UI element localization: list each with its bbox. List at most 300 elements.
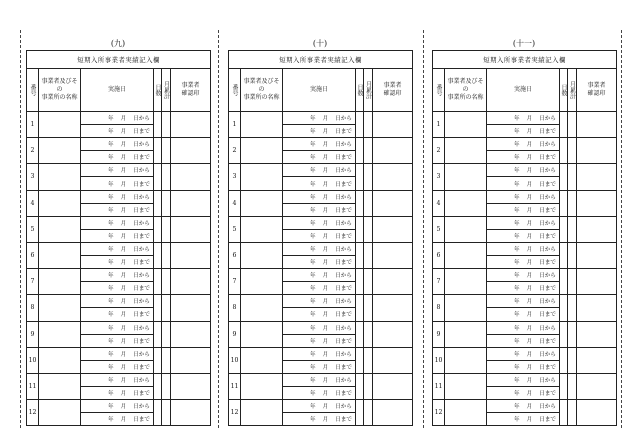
date-to-field[interactable] [487, 229, 560, 242]
monthly-total-field[interactable] [162, 400, 171, 426]
days-field[interactable] [356, 400, 364, 426]
record-table [26, 50, 211, 426]
date-from-field[interactable] [283, 242, 356, 255]
month-label: 月 [322, 391, 329, 398]
date-from-field[interactable] [283, 138, 356, 151]
day-label: 日まで [133, 417, 150, 424]
date-to-field[interactable] [487, 151, 560, 164]
confirmation-seal-field[interactable] [577, 400, 617, 426]
confirmation-seal-field[interactable] [171, 321, 211, 347]
date-from-field[interactable] [81, 400, 154, 413]
date-to-field[interactable] [283, 413, 356, 426]
days-field[interactable] [560, 112, 568, 138]
monthly-total-field[interactable] [364, 242, 373, 268]
table-row [27, 190, 211, 203]
day-label: 日から [133, 325, 150, 332]
date-from-field[interactable] [487, 295, 560, 308]
monthly-total-field[interactable] [364, 138, 373, 164]
days-field[interactable] [560, 373, 568, 399]
provider-name-field[interactable] [241, 242, 283, 268]
confirmation-seal-field[interactable] [577, 347, 617, 373]
provider-name-field[interactable] [241, 190, 283, 216]
day-label: 日まで [539, 312, 556, 319]
row-number: 12 [27, 400, 39, 426]
provider-name-field[interactable] [241, 373, 283, 399]
monthly-total-field[interactable] [364, 190, 373, 216]
days-field[interactable] [560, 242, 568, 268]
provider-name-field[interactable] [241, 400, 283, 426]
day-label: 日から [335, 194, 352, 201]
confirmation-seal-field[interactable] [373, 216, 413, 242]
days-field[interactable] [154, 321, 162, 347]
confirmation-seal-field[interactable] [171, 190, 211, 216]
day-label: 日から [335, 168, 352, 175]
monthly-total-field[interactable] [162, 164, 171, 190]
provider-name-field[interactable] [39, 216, 81, 242]
date-from-field[interactable] [487, 190, 560, 203]
confirmation-seal-field[interactable] [373, 269, 413, 295]
provider-name-field[interactable] [241, 321, 283, 347]
days-field[interactable] [154, 400, 162, 426]
provider-name-field[interactable] [445, 269, 487, 295]
confirmation-seal-field[interactable] [577, 190, 617, 216]
provider-name-field[interactable] [39, 190, 81, 216]
table-row [433, 216, 617, 229]
date-from-field[interactable] [283, 321, 356, 334]
provider-name-field[interactable] [39, 112, 81, 138]
monthly-total-field[interactable] [568, 321, 577, 347]
date-from-field[interactable] [81, 164, 154, 177]
day-label: 日から [539, 299, 556, 306]
provider-name-field[interactable] [445, 164, 487, 190]
date-to-field[interactable] [81, 177, 154, 190]
monthly-total-field[interactable] [568, 373, 577, 399]
provider-name-field[interactable] [445, 347, 487, 373]
confirmation-seal-field[interactable] [373, 242, 413, 268]
provider-name-field[interactable] [39, 373, 81, 399]
monthly-total-field[interactable] [162, 373, 171, 399]
month-label: 月 [526, 220, 533, 227]
row-number: 1 [229, 112, 241, 138]
day-label: 日まで [539, 338, 556, 345]
date-to-field[interactable] [487, 360, 560, 373]
date-from-field[interactable] [81, 112, 154, 125]
provider-name-field[interactable] [39, 295, 81, 321]
days-field[interactable] [560, 295, 568, 321]
year-label: 年 [513, 168, 520, 175]
monthly-total-field[interactable] [364, 164, 373, 190]
month-label: 月 [322, 273, 329, 280]
month-label: 月 [120, 260, 127, 267]
form-title: 短期入所事業者実績記入欄 [433, 51, 617, 69]
day-label: 日まで [539, 155, 556, 162]
day-label: 日から [133, 142, 150, 149]
days-field[interactable] [356, 112, 364, 138]
year-label: 年 [309, 116, 316, 123]
monthly-total-field[interactable] [568, 138, 577, 164]
confirmation-seal-field[interactable] [373, 138, 413, 164]
date-to-field[interactable] [81, 334, 154, 347]
table-row [229, 347, 413, 360]
date-from-field[interactable] [283, 190, 356, 203]
date-from-field[interactable] [487, 164, 560, 177]
days-field[interactable] [154, 373, 162, 399]
monthly-total-field[interactable] [162, 295, 171, 321]
provider-name-field[interactable] [39, 347, 81, 373]
date-from-field[interactable] [487, 242, 560, 255]
year-label: 年 [107, 142, 114, 149]
month-label: 月 [120, 116, 127, 123]
monthly-total-field[interactable] [364, 269, 373, 295]
days-field[interactable] [356, 373, 364, 399]
date-to-field[interactable] [487, 177, 560, 190]
provider-name-field[interactable] [39, 242, 81, 268]
days-field[interactable] [154, 347, 162, 373]
date-from-field[interactable] [487, 347, 560, 360]
days-field[interactable] [154, 216, 162, 242]
record-form-panel [26, 38, 210, 426]
confirmation-seal-field[interactable] [577, 295, 617, 321]
month-label: 月 [526, 325, 533, 332]
fold-line [20, 30, 21, 428]
row-number: 2 [27, 138, 39, 164]
day-label: 日から [335, 142, 352, 149]
date-to-field[interactable] [487, 386, 560, 399]
table-row [433, 295, 617, 308]
year-label: 年 [513, 155, 520, 162]
provider-name-field[interactable] [39, 269, 81, 295]
provider-name-field[interactable] [39, 400, 81, 426]
monthly-total-field[interactable] [568, 269, 577, 295]
date-to-field[interactable] [81, 386, 154, 399]
days-field[interactable] [560, 269, 568, 295]
days-field[interactable] [560, 190, 568, 216]
monthly-total-field[interactable] [568, 216, 577, 242]
date-from-field[interactable] [81, 242, 154, 255]
year-label: 年 [107, 233, 114, 240]
confirmation-seal-field[interactable] [577, 269, 617, 295]
confirmation-seal-field[interactable] [373, 347, 413, 373]
monthly-total-field[interactable] [568, 164, 577, 190]
date-to-field[interactable] [487, 282, 560, 295]
provider-name-field[interactable] [241, 295, 283, 321]
date-from-field[interactable] [283, 373, 356, 386]
confirmation-seal-field[interactable] [577, 138, 617, 164]
confirmation-seal-field[interactable] [577, 164, 617, 190]
provider-name-field[interactable] [39, 321, 81, 347]
date-from-field[interactable] [487, 138, 560, 151]
confirmation-seal-field[interactable] [171, 112, 211, 138]
table-row [229, 216, 413, 229]
monthly-total-field[interactable] [568, 347, 577, 373]
days-field[interactable] [154, 164, 162, 190]
date-from-field[interactable] [81, 269, 154, 282]
confirmation-seal-field[interactable] [577, 242, 617, 268]
date-to-field[interactable] [81, 256, 154, 269]
date-from-field[interactable] [81, 373, 154, 386]
header-confirm-line1: 事業者 [181, 82, 200, 89]
date-to-field[interactable] [81, 360, 154, 373]
confirmation-seal-field[interactable] [171, 216, 211, 242]
date-to-field[interactable] [283, 256, 356, 269]
row-number: 9 [229, 321, 241, 347]
date-from-field[interactable] [487, 400, 560, 413]
day-label: 日まで [539, 417, 556, 424]
month-label: 月 [322, 181, 329, 188]
day-label: 日まで [539, 181, 556, 188]
date-from-field[interactable] [487, 112, 560, 125]
days-field[interactable] [560, 216, 568, 242]
year-label: 年 [309, 260, 316, 267]
day-label: 日から [133, 404, 150, 411]
month-label: 月 [526, 129, 533, 136]
date-from-field[interactable] [487, 269, 560, 282]
provider-name-field[interactable] [39, 164, 81, 190]
year-label: 年 [107, 391, 114, 398]
date-to-field[interactable] [283, 203, 356, 216]
date-to-field[interactable] [81, 229, 154, 242]
date-to-field[interactable] [81, 203, 154, 216]
month-label: 月 [120, 233, 127, 240]
date-to-field[interactable] [283, 177, 356, 190]
monthly-total-field[interactable] [162, 321, 171, 347]
table-row [229, 164, 413, 177]
header-confirmation-seal [577, 69, 617, 112]
day-label: 日から [539, 377, 556, 384]
date-to-field[interactable] [81, 413, 154, 426]
month-label: 月 [322, 286, 329, 293]
monthly-total-field[interactable] [568, 112, 577, 138]
date-from-field[interactable] [81, 347, 154, 360]
month-label: 月 [322, 155, 329, 162]
date-from-field[interactable] [487, 373, 560, 386]
provider-name-field[interactable] [445, 242, 487, 268]
year-label: 年 [513, 391, 520, 398]
monthly-total-field[interactable] [364, 112, 373, 138]
day-label: 日から [539, 142, 556, 149]
day-label: 日から [335, 246, 352, 253]
monthly-total-field[interactable] [162, 112, 171, 138]
confirmation-seal-field[interactable] [171, 269, 211, 295]
date-to-field[interactable] [487, 308, 560, 321]
monthly-total-field[interactable] [568, 242, 577, 268]
confirmation-seal-field[interactable] [171, 138, 211, 164]
day-label: 日まで [539, 207, 556, 214]
date-from-field[interactable] [487, 216, 560, 229]
confirmation-seal-field[interactable] [373, 112, 413, 138]
provider-name-field[interactable] [241, 216, 283, 242]
days-field[interactable] [154, 269, 162, 295]
confirmation-seal-field[interactable] [171, 373, 211, 399]
provider-name-field[interactable] [445, 295, 487, 321]
confirmation-seal-field[interactable] [171, 164, 211, 190]
day-label: 日まで [335, 181, 352, 188]
monthly-total-field[interactable] [162, 216, 171, 242]
month-label: 月 [322, 116, 329, 123]
header-provider-line2: 事業所の名称 [41, 94, 78, 101]
days-field[interactable] [356, 190, 364, 216]
monthly-total-field[interactable] [364, 373, 373, 399]
provider-name-field[interactable] [445, 373, 487, 399]
panel-number: (十一) [512, 39, 536, 48]
date-from-field[interactable] [81, 295, 154, 308]
confirmation-seal-field[interactable] [171, 295, 211, 321]
table-row [433, 164, 617, 177]
monthly-total-field[interactable] [364, 347, 373, 373]
date-to-field[interactable] [283, 386, 356, 399]
year-label: 年 [107, 168, 114, 175]
days-field[interactable] [154, 112, 162, 138]
day-label: 日から [539, 246, 556, 253]
date-from-field[interactable] [81, 190, 154, 203]
days-field[interactable] [356, 242, 364, 268]
days-field[interactable] [356, 347, 364, 373]
provider-name-field[interactable] [241, 138, 283, 164]
month-label: 月 [322, 299, 329, 306]
provider-name-field[interactable] [445, 216, 487, 242]
confirmation-seal-field[interactable] [171, 242, 211, 268]
days-field[interactable] [560, 164, 568, 190]
date-to-field[interactable] [81, 282, 154, 295]
row-number: 9 [27, 321, 39, 347]
day-label: 日まで [335, 260, 352, 267]
month-label: 月 [120, 325, 127, 332]
days-field[interactable] [356, 216, 364, 242]
date-from-field[interactable] [81, 321, 154, 334]
date-from-field[interactable] [283, 295, 356, 308]
monthly-total-field[interactable] [162, 347, 171, 373]
provider-name-field[interactable] [241, 164, 283, 190]
year-label: 年 [309, 233, 316, 240]
monthly-total-field[interactable] [568, 190, 577, 216]
monthly-total-field[interactable] [568, 400, 577, 426]
monthly-total-field[interactable] [364, 216, 373, 242]
monthly-total-field[interactable] [162, 138, 171, 164]
date-from-field[interactable] [81, 216, 154, 229]
date-from-field[interactable] [283, 347, 356, 360]
date-to-field[interactable] [487, 334, 560, 347]
provider-name-field[interactable] [241, 269, 283, 295]
date-from-field[interactable] [283, 400, 356, 413]
date-to-field[interactable] [487, 256, 560, 269]
confirmation-seal-field[interactable] [373, 190, 413, 216]
days-field[interactable] [154, 138, 162, 164]
confirmation-seal-field[interactable] [577, 112, 617, 138]
confirmation-seal-field[interactable] [373, 400, 413, 426]
date-to-field[interactable] [81, 151, 154, 164]
date-from-field[interactable] [283, 216, 356, 229]
days-field[interactable] [154, 295, 162, 321]
provider-name-field[interactable] [241, 347, 283, 373]
date-to-field[interactable] [283, 229, 356, 242]
provider-name-field[interactable] [445, 190, 487, 216]
date-to-field[interactable] [283, 308, 356, 321]
table-row [433, 321, 617, 334]
date-to-field[interactable] [283, 125, 356, 138]
date-from-field[interactable] [283, 269, 356, 282]
day-label: 日まで [335, 364, 352, 371]
monthly-total-field[interactable] [364, 400, 373, 426]
table-row [229, 373, 413, 386]
date-to-field[interactable] [487, 203, 560, 216]
days-field[interactable] [560, 321, 568, 347]
month-label: 月 [120, 220, 127, 227]
month-label: 月 [120, 299, 127, 306]
month-label: 月 [322, 129, 329, 136]
confirmation-seal-field[interactable] [577, 373, 617, 399]
date-to-field[interactable] [81, 308, 154, 321]
date-to-field[interactable] [283, 334, 356, 347]
provider-name-field[interactable] [39, 138, 81, 164]
confirmation-seal-field[interactable] [577, 321, 617, 347]
confirmation-seal-field[interactable] [171, 400, 211, 426]
confirmation-seal-field[interactable] [373, 164, 413, 190]
header-provider-line2: 事業所の名称 [447, 94, 484, 101]
monthly-total-field[interactable] [162, 242, 171, 268]
days-field[interactable] [560, 347, 568, 373]
monthly-total-field[interactable] [364, 321, 373, 347]
confirmation-seal-field[interactable] [373, 321, 413, 347]
days-field[interactable] [356, 269, 364, 295]
month-label: 月 [322, 194, 329, 201]
provider-name-field[interactable] [445, 400, 487, 426]
table-row [229, 269, 413, 282]
year-label: 年 [309, 299, 316, 306]
header-number-label: 番号 [231, 84, 238, 96]
days-field[interactable] [560, 400, 568, 426]
monthly-total-field[interactable] [162, 190, 171, 216]
days-field[interactable] [356, 295, 364, 321]
days-field[interactable] [356, 164, 364, 190]
date-to-field[interactable] [283, 282, 356, 295]
confirmation-seal-field[interactable] [373, 295, 413, 321]
monthly-total-field[interactable] [568, 295, 577, 321]
table-row [229, 138, 413, 151]
provider-name-field[interactable] [445, 321, 487, 347]
monthly-total-field[interactable] [162, 269, 171, 295]
date-from-field[interactable] [81, 138, 154, 151]
days-field[interactable] [560, 138, 568, 164]
date-from-field[interactable] [487, 321, 560, 334]
days-field[interactable] [356, 138, 364, 164]
day-label: 日から [133, 194, 150, 201]
confirmation-seal-field[interactable] [577, 216, 617, 242]
row-number: 6 [27, 242, 39, 268]
year-label: 年 [513, 351, 520, 358]
month-label: 月 [322, 260, 329, 267]
row-number: 6 [229, 242, 241, 268]
provider-name-field[interactable] [241, 112, 283, 138]
header-provider [445, 69, 487, 112]
monthly-total-field[interactable] [364, 295, 373, 321]
month-label: 月 [322, 233, 329, 240]
provider-name-field[interactable] [445, 112, 487, 138]
date-from-field[interactable] [283, 164, 356, 177]
days-field[interactable] [154, 242, 162, 268]
confirmation-seal-field[interactable] [373, 373, 413, 399]
days-field[interactable] [154, 190, 162, 216]
date-to-field[interactable] [283, 151, 356, 164]
date-to-field[interactable] [81, 125, 154, 138]
day-label: 日から [335, 299, 352, 306]
date-to-field[interactable] [487, 125, 560, 138]
date-to-field[interactable] [487, 413, 560, 426]
provider-name-field[interactable] [445, 138, 487, 164]
confirmation-seal-field[interactable] [171, 347, 211, 373]
date-from-field[interactable] [283, 112, 356, 125]
date-to-field[interactable] [283, 360, 356, 373]
days-field[interactable] [356, 321, 364, 347]
